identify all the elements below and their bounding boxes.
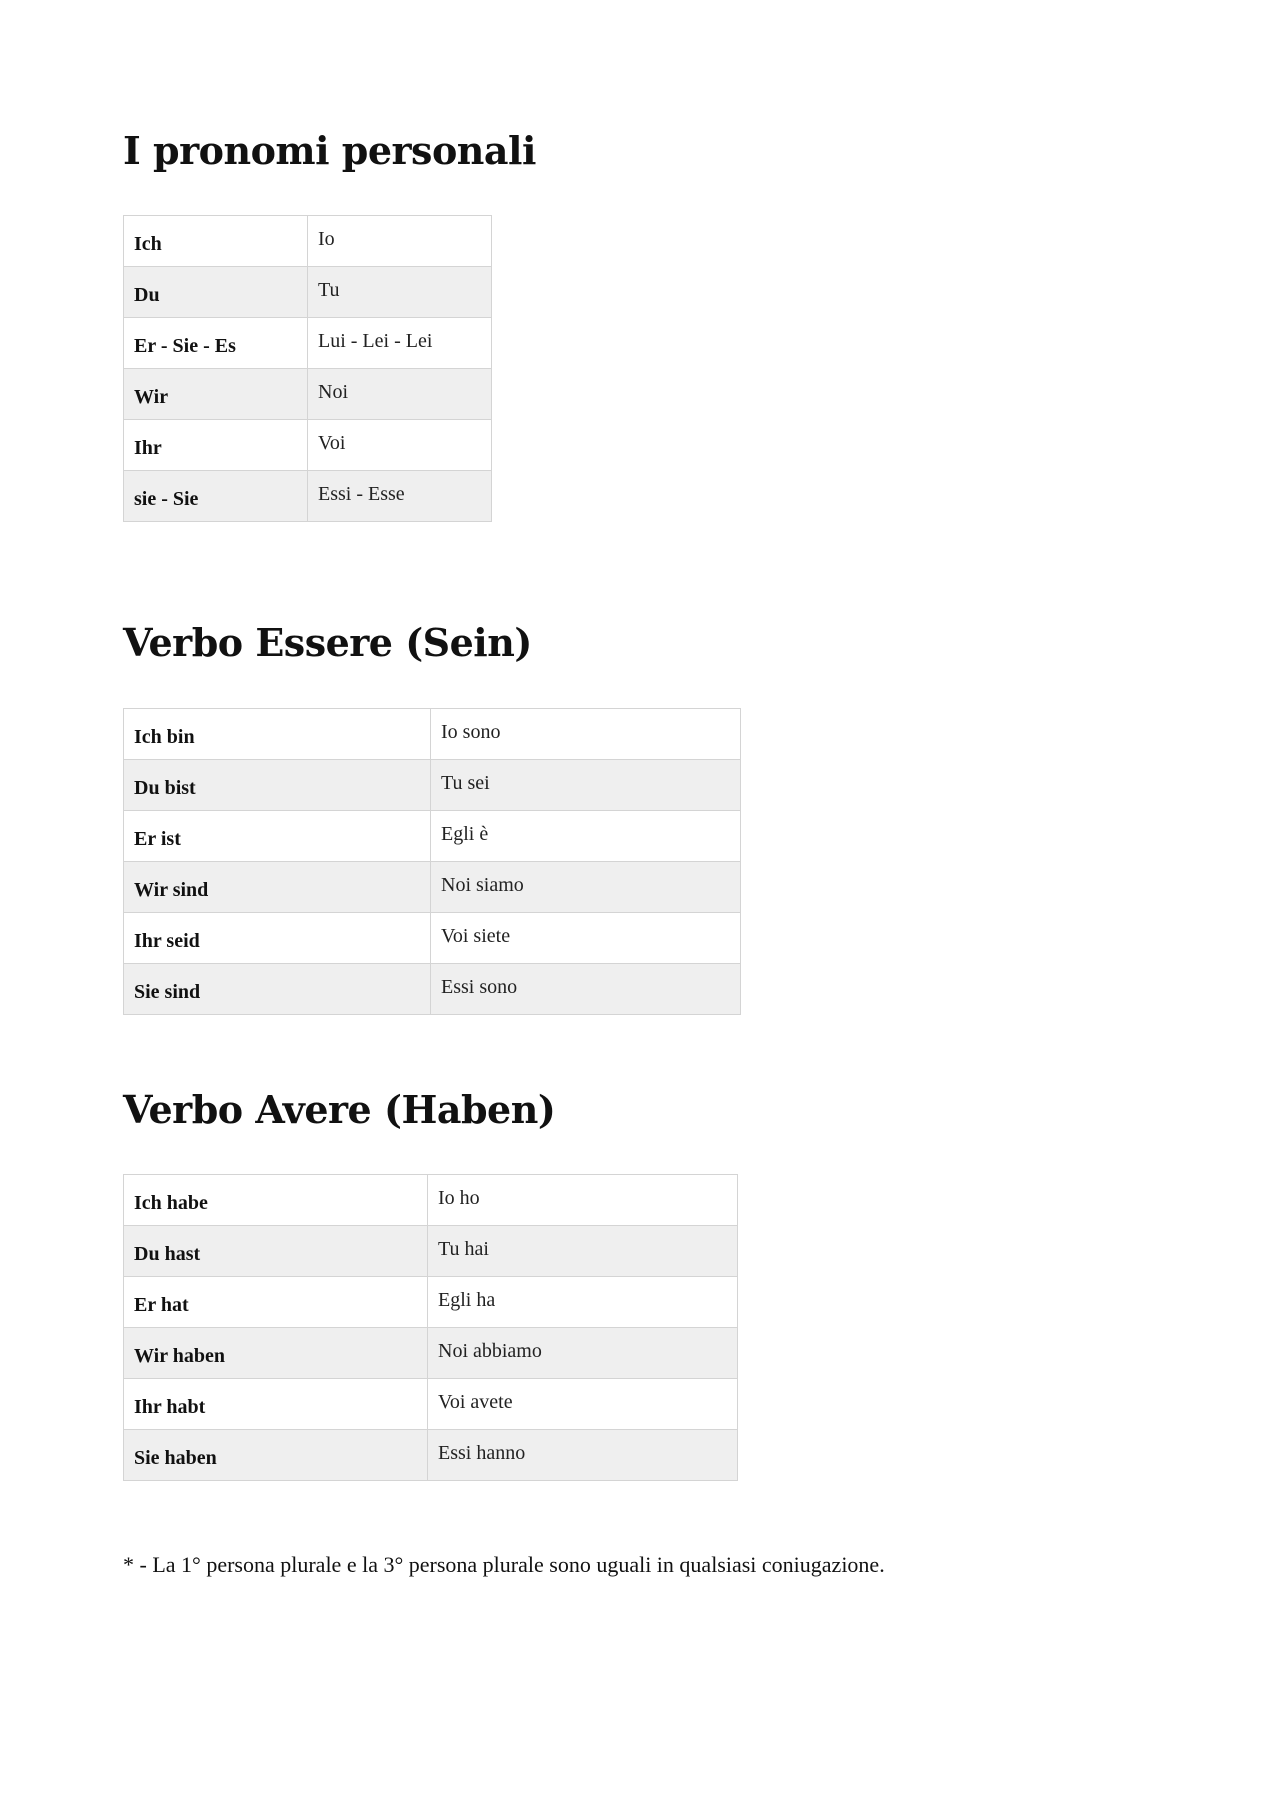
italian-cell: Essi sono	[431, 964, 741, 1015]
pronouns-heading: I pronomi personali	[123, 128, 536, 173]
table-row	[124, 913, 741, 964]
german-cell: Ihr seid	[124, 913, 431, 964]
italian-cell: Noi	[308, 369, 492, 420]
table-row	[124, 1226, 738, 1277]
italian-cell: Egli è	[431, 811, 741, 862]
table-row	[124, 964, 741, 1015]
german-cell: Du hast	[124, 1226, 428, 1277]
italian-cell: Egli ha	[428, 1277, 738, 1328]
table-row	[124, 709, 741, 760]
sein-table	[123, 708, 741, 1015]
german-cell: sie - Sie	[124, 471, 308, 522]
sein-heading: Verbo Essere (Sein)	[123, 620, 532, 665]
german-cell: Wir sind	[124, 862, 431, 913]
table-row	[124, 1277, 738, 1328]
haben-heading: Verbo Avere (Haben)	[123, 1087, 556, 1132]
german-cell: Er ist	[124, 811, 431, 862]
table-row	[124, 267, 492, 318]
german-cell: Du	[124, 267, 308, 318]
italian-cell: Voi avete	[428, 1379, 738, 1430]
italian-cell: Noi siamo	[431, 862, 741, 913]
german-cell: Sie haben	[124, 1430, 428, 1481]
table-row	[124, 1430, 738, 1481]
german-cell: Sie sind	[124, 964, 431, 1015]
italian-cell: Io	[308, 216, 492, 267]
italian-cell: Tu	[308, 267, 492, 318]
pronouns-table	[123, 215, 492, 522]
german-cell: Du bist	[124, 760, 431, 811]
table-row	[124, 369, 492, 420]
italian-cell: Lui - Lei - Lei	[308, 318, 492, 369]
table-row	[124, 318, 492, 369]
footnote: * - La 1° persona plurale e la 3° persona plurale sono uguali in qualsiasi coniugazione.	[123, 1552, 885, 1577]
table-row	[124, 862, 741, 913]
italian-cell: Tu hai	[428, 1226, 738, 1277]
table-row	[124, 471, 492, 522]
italian-cell: Tu sei	[431, 760, 741, 811]
german-cell: Ihr	[124, 420, 308, 471]
german-cell: Wir haben	[124, 1328, 428, 1379]
german-cell: Ich bin	[124, 709, 431, 760]
table-row	[124, 1175, 738, 1226]
german-cell: Wir	[124, 369, 308, 420]
table-row	[124, 1328, 738, 1379]
table-row	[124, 216, 492, 267]
table-row	[124, 760, 741, 811]
german-cell: Er hat	[124, 1277, 428, 1328]
italian-cell: Voi siete	[431, 913, 741, 964]
german-cell: Er - Sie - Es	[124, 318, 308, 369]
italian-cell: Io sono	[431, 709, 741, 760]
italian-cell: Noi abbiamo	[428, 1328, 738, 1379]
table-row	[124, 811, 741, 862]
italian-cell: Voi	[308, 420, 492, 471]
italian-cell: Essi hanno	[428, 1430, 738, 1481]
italian-cell: Io ho	[428, 1175, 738, 1226]
german-cell: Ich habe	[124, 1175, 428, 1226]
german-cell: Ich	[124, 216, 308, 267]
table-row	[124, 1379, 738, 1430]
table-row	[124, 420, 492, 471]
german-cell: Ihr habt	[124, 1379, 428, 1430]
italian-cell: Essi - Esse	[308, 471, 492, 522]
haben-table	[123, 1174, 738, 1481]
